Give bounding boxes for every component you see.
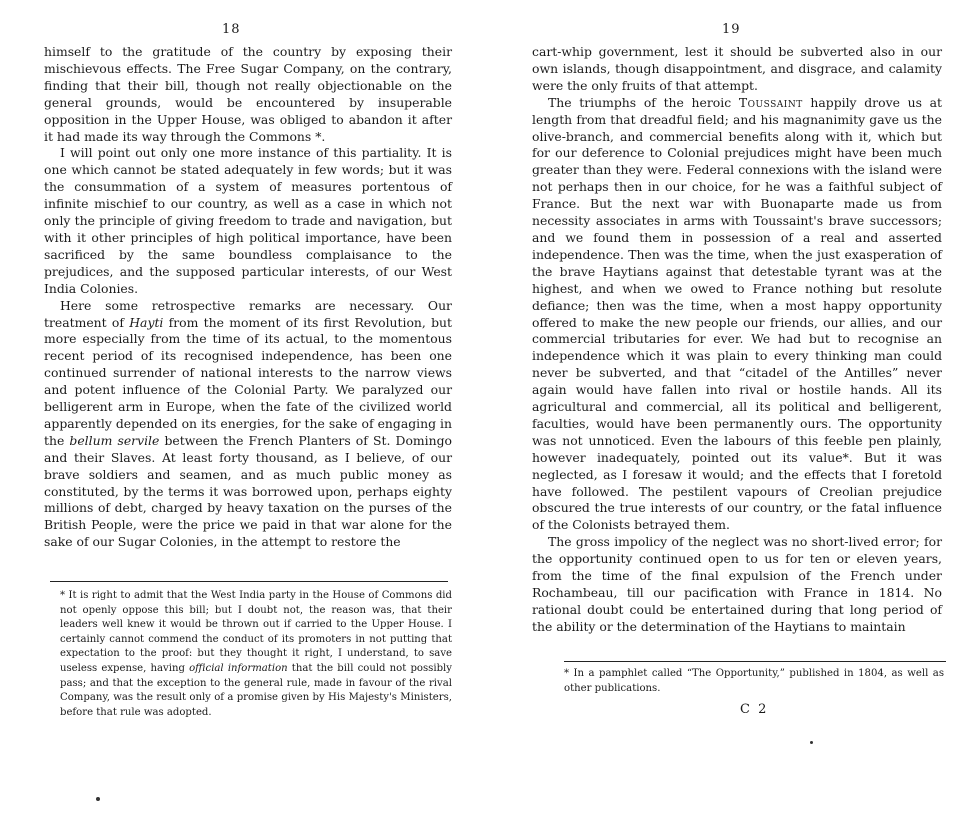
italic-text: bellum servile <box>69 432 160 448</box>
text-run: from the moment of its first Revolution, but more especially from the time of its actual, to the momentous recent period of its recognised independence, has been one continued surrender of national interests to the narrow views and potent influence of the Colonial Party. We paralyzed our belligerent arm in Europe, when the fate of the civilized world apparently depended on its energies, for the sake of engaging in the <box>44 314 452 448</box>
italic-text: official information <box>189 662 288 674</box>
paragraph: cart-whip government, lest it should be subverted also in our own islands, though disappointment, and disgrace, and calamity were the only fruits of that attempt. <box>532 44 942 93</box>
footnote-rule <box>564 661 946 662</box>
paragraph: I will point out only one more instance of this partiality. It is one which cannot be stated adequately in few words; but it was the consummation of a system of measures portentous of infinite mischief to our country, as well as a case in which not only the principle of giving freedom to trade and navigation, but with it other principles of high political importance, have been sacrificed by the same boundless complaisance to the prejudices, and the supposed particular interests, of our West India Colonies. <box>44 145 452 296</box>
footnote-rule <box>50 581 448 582</box>
page-number: 18 <box>222 22 241 37</box>
signature-mark: C 2 <box>740 702 769 717</box>
paragraph <box>532 95 942 535</box>
body-text <box>44 44 452 551</box>
text-run: Here some retrospective remarks are necessary. Our treatment of <box>44 297 452 330</box>
paragraph <box>44 298 452 552</box>
paragraph: The gross impolicy of the neglect was no short-lived error; for the opportunity continued open to us for ten or eleven years, from the time of the final expulsion of the French under Rochambeau, till our pacification with France in 1814. No rational doubt could be entertained during that long period of the ability or the determination of the Haytians to maintain <box>532 534 942 634</box>
text-run: The triumphs of the heroic <box>548 94 739 110</box>
footnote: * In a pamphlet called “The Opportunity,” published in 1804, as well as other publications. <box>564 668 944 694</box>
page-number: 19 <box>722 22 741 37</box>
text-run: that the bill could not possibly pass; and that the exception to the general rule, made in favour of the rival Company, was the result only of a promise given by His Majesty's Ministers, before that rule was adopted. <box>60 662 452 718</box>
small-caps-name: Toussaint <box>738 94 803 110</box>
paragraph: himself to the gratitude of the country by exposing their mischievous effects. The Free Sugar Company, on the contrary, finding that their bill, though not really objectionable on the general grounds, would be encountered by insuperable opposition in the Upper House, was obliged to abandon it after it had made its way through the Commons *. <box>44 44 452 144</box>
footnote <box>60 589 452 720</box>
text-run: between the French Planters of St. Domingo and their Slaves. At least forty thousand, as I believe, of our brave soldiers and seamen, and as much public money as constituted, by the terms it was borrowed upon, perhaps eighty millions of debt, charged by heavy taxation on the purses of the British People, were the price we paid in that war alone for the sake of our Sugar Colonies, in the attempt to restore the <box>44 432 452 550</box>
print-speck <box>810 741 813 744</box>
text-run: * It is right to admit that the West India party in the House of Commons did not openly oppose this bill; but I doubt not, the reason was, that their leaders well knew it would be thrown out if carried to the Upper House. I certainly cannot commend the conduct of its promoters in not putting that expectation to the proof: but they thought it right, I understand, to save useless expense, having <box>60 590 452 674</box>
print-speck <box>96 797 100 801</box>
text-run: happily drove us at length from that dreadful field; and his magnanimity gave us the olive-branch, and commercial benefits along with it, which but for our deference to Colonial prejudices might have been much greater than they were. Federal connexions with the island were not perhaps then in our choice, for he was a faithful subject of France. But the next war with Buonaparte made us from necessity associates in arms with Toussaint's brave successors; and we found them in possession of a real and asserted independence. Then was the time, when the just exasperation of the brave Haytians against that detestable tyrant was at the highest, and when we owed to France nothing but resolute defiance; then was the time, when a most happy opportunity offered to make the new people our friends, our allies, and our commercial tributaries for ever. We had but to recognise an independence which it was plain to every thinking man could never be subverted, and that “citadel of the Antilles” never again would have fallen into rival or hostile hands. All its agricultural and commercial, all its political and belligerent, faculties, would have been permanently ours. The opportunity was not unnoticed. Even the labours of this feeble pen plainly, however inadequately, pointed out its value*. But it was neglected, as I foresaw it would; and the effects that I foretold have followed. The pestilent vapours of Creolian prejudice obscured the true interests of our country, or the fatal influence of the Colonists betrayed them. <box>532 94 942 533</box>
italic-text: Hayti <box>129 314 164 330</box>
body-text <box>532 44 942 636</box>
